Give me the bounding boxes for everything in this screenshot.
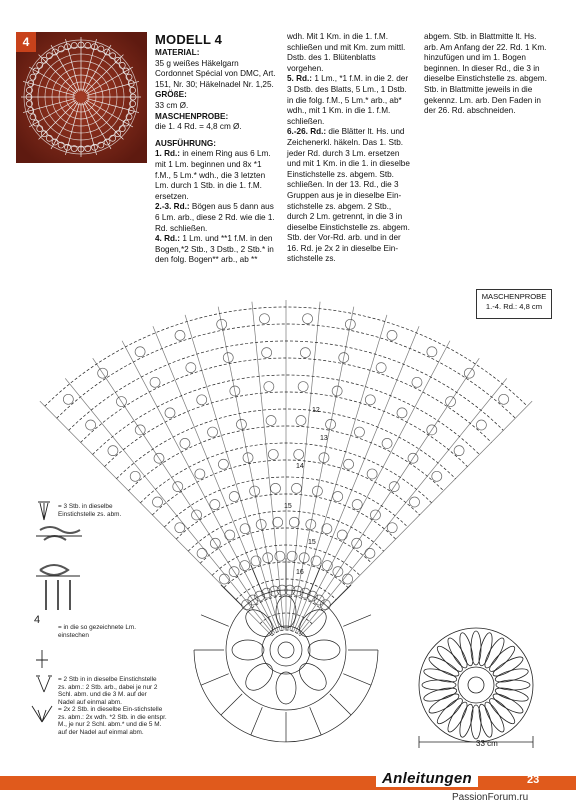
page-footer [0, 766, 576, 803]
col3-paragraph: abgem. Stb. in Blattmitte lt. Hs. arb. Am Anfang der 22. Rd. 1 Km. hinzufügen und im 1. Bogen beginnen. In dieser Rd., die 3 in dieselbe Einstichstelle zs. abgem. Stb. in Blattmitte jeweils in die gekennz. Lm. arb. Den Faden in der 26. Rd. abschneiden. [424, 32, 547, 116]
round-4-label: 4. Rd.: [155, 234, 181, 244]
hook-technique-icon [36, 527, 82, 540]
round-2-3-text: Bögen aus 5 dann aus 6 Lm. arb., diese 2 Rd. wie die 1. Rd. schließen. [155, 202, 275, 233]
legend-item-1: = 3 Stb. in dieselbe Einstichstelle zs. abm. [58, 503, 122, 518]
execution-heading: AUSFÜHRUNG: [155, 138, 216, 148]
round-5-text: 1 Lm., *1 f.M. in die 2. der 3 Dstb. des Blatts, 5 Lm., 1 Dstb. in die folg. f.M., 5 Lm.* arb., ab* wdh., mit 1 Km. in die 1. f.M. schließen. [287, 74, 409, 126]
legend-item-2: = in die so gezeichnete Lm. einstechen [58, 624, 136, 639]
round-6-26-label: 6.-26. Rd.: [287, 127, 327, 137]
round-1-label: 1. Rd.: [155, 149, 181, 159]
gauge-box-title: MASCHENPROBE [481, 292, 547, 301]
size-text: 33 cm Ø. [155, 100, 189, 110]
size-heading: GRÖßE: [155, 90, 187, 100]
chart-row-label: 15 [308, 539, 316, 546]
model-number-badge: 4 [16, 32, 36, 52]
model-title: MODELL 4 [155, 32, 223, 47]
page-number: 23 [527, 774, 540, 786]
gauge-box-text: 1.-4. Rd.: 4,8 cm [485, 301, 543, 311]
round-2-3-label: 2.-3. Rd.: [155, 202, 190, 212]
chart-row-label: 14 [296, 463, 304, 470]
round-6-26-text: die Blätter lt. Hs. und Zeichenerkl. häkeln. Das 1. Stb. jeder Rd. durch 3 Lm. ersetzen und mit 1 Km. in die 1. in dieselbe Einstichstelle zs. abgem. Stb. schließen. In der 13. Rd., die 3 Gruppen aus je in dieselbe Ein-stichstelle zs. abgem. 2 Stb., durch 2 Lm. getrennt, in die 3 in dieselbe Einstichstelle zs. abgem. Stb. der Vor-Rd. arb. und in der 16. Rd. je 2x 2 in dieselbe Ein-stichstelle zs. [287, 127, 410, 264]
legend-symbol-4: 4 [34, 614, 41, 626]
chart-row-label: 13 [320, 435, 328, 442]
chart-row-label: 12 [312, 407, 320, 414]
round-1-text: in einem Ring aus 6 Lm. mit 1 Lm. beginnen und 8x *1 f.M., 5 Lm.* wdh., die 3 letzten Lm. durch 1 Stb. in die 1. f.M. ersetzen. [155, 149, 271, 201]
round-5-label: 5. Rd.: [287, 74, 313, 84]
diameter-label: 33 cm [476, 739, 498, 748]
chart-row-label: 16 [296, 569, 304, 576]
site-watermark: PassionForum.ru [452, 792, 529, 803]
material-heading: MATERIAL: [155, 48, 200, 57]
chart-row-label: 15 [284, 503, 292, 510]
footer-bar [0, 776, 576, 790]
legend-item-4: = 2x 2 Stb. in dieselbe Ein-stichstelle zs. abm.: 2x wdh. *2 Stb. in die entspr. M., je nur 2 Schl. abm.* und die 5 M. auf der Nadel auf einmal abm. [58, 706, 167, 736]
symbol-2-dc-together-icon [36, 676, 52, 692]
stitch-technique-icon [36, 565, 80, 610]
symbol-2x2-dc-together-icon [32, 706, 52, 722]
symbol-3-dc-together-icon [38, 502, 50, 520]
legend-item-3: = 2 Stb in in dieselbe Einstichstelle zs. abm.: 2 Stb. arb., dabei je nur 2 Schl. abm. und die 3 M. auf der Nadel auf einmal abm. [58, 676, 158, 706]
material-text: 35 g weißes Häkelgarn Cordonnet Spécial von DMC, Art. 151, Nr. 30; Häkelnadel Nr. 1,25. [155, 58, 276, 89]
chain-insert-icon [36, 650, 48, 668]
gauge-text: die 1. 4 Rd. = 4,8 cm Ø. [155, 122, 242, 132]
gauge-heading: MASCHENPROBE: [155, 111, 229, 121]
col2-paragraph: wdh. Mit 1 Km. in die 1. f.M. schließen und mit Km. zum mittl. Dstb. des 1. Blütenblatts vorgehen. [287, 32, 406, 73]
round-4-text: 1 Lm. und **1 f.M. in den Bogen,*2 Stb., 3 Dstb., 2 Stb.* in den folg. Bogen** arb., ab ** [155, 234, 274, 265]
footer-section: Anleitungen [376, 770, 478, 787]
